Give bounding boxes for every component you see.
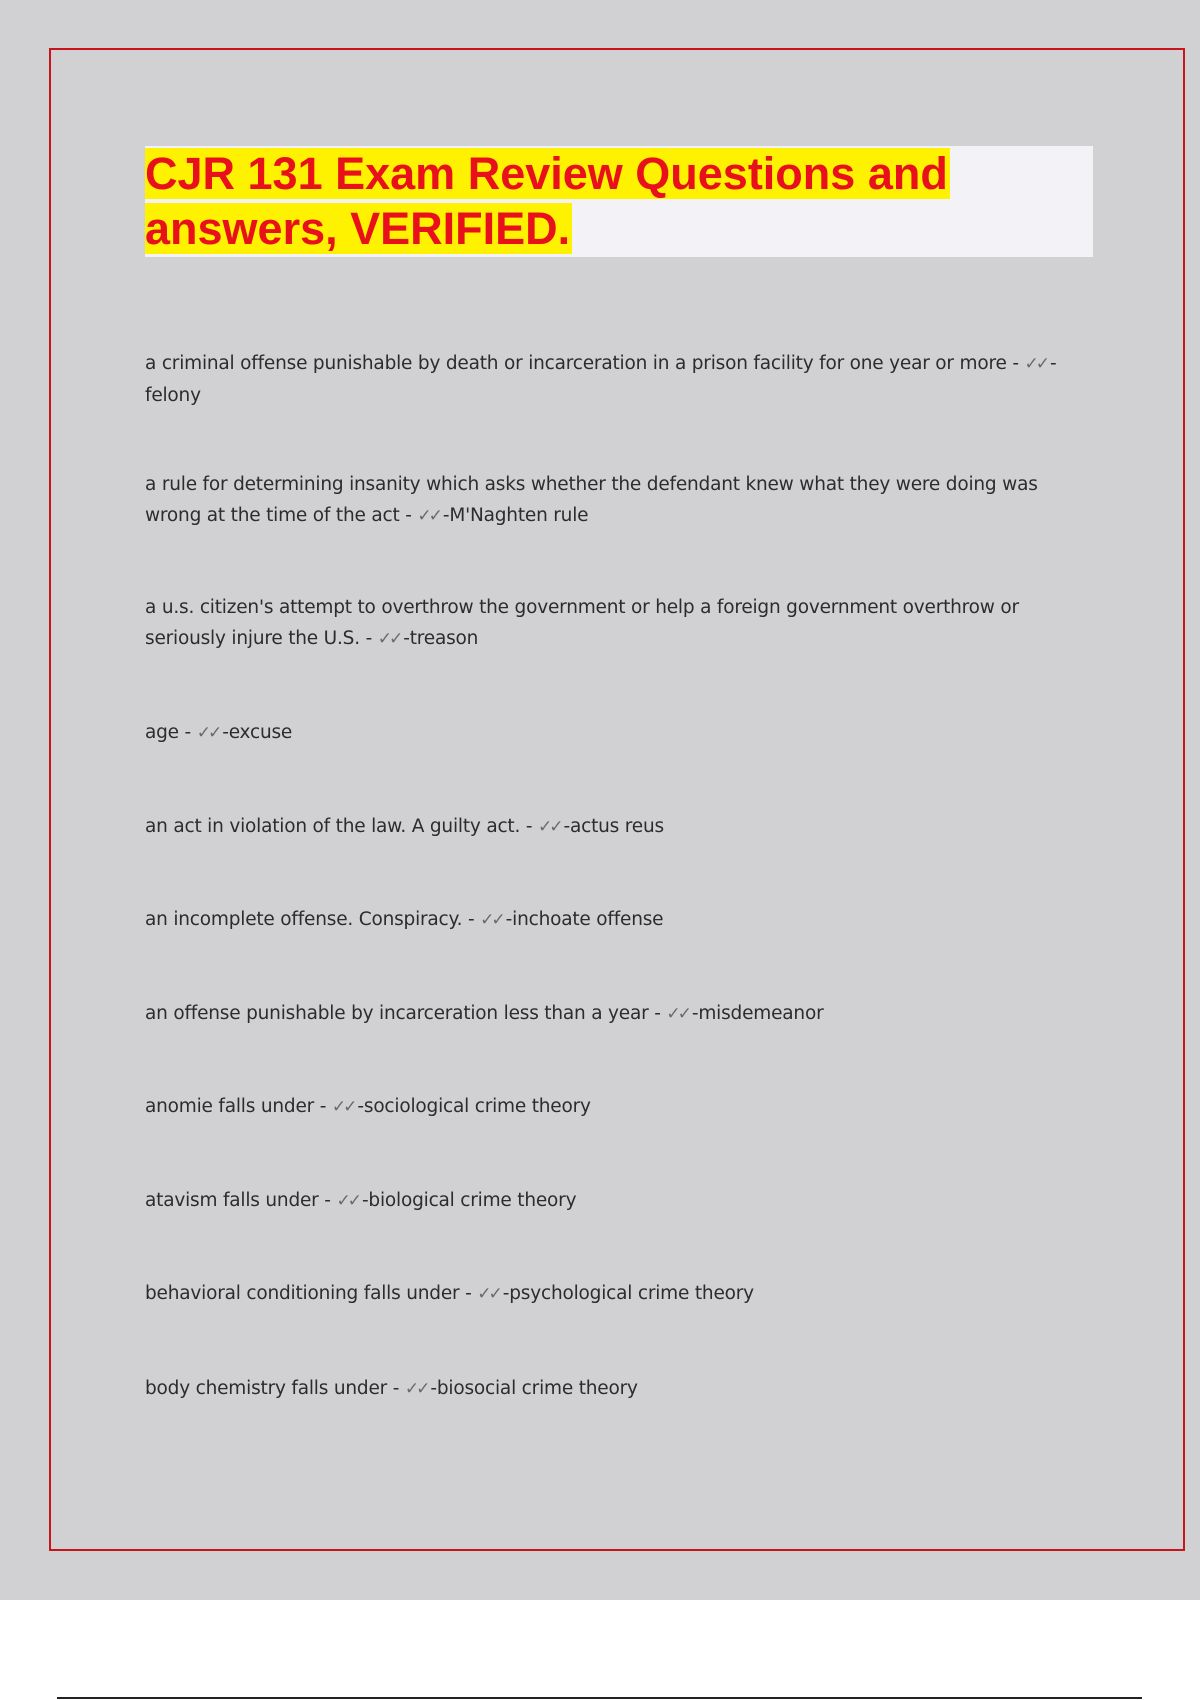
answer-text: sociological crime theory xyxy=(363,1096,591,1117)
answer-text: biological crime theory xyxy=(368,1190,577,1211)
answer-text: misdemeanor xyxy=(698,1003,824,1024)
answer-text: excuse xyxy=(228,722,293,743)
double-check-icon: ✓✓ xyxy=(377,629,401,649)
page-border xyxy=(49,48,1185,1551)
question-text: anomie falls under xyxy=(145,1096,315,1117)
qa-item-11: body chemistry falls under - ✓✓ -biosocial crime theory xyxy=(145,1378,638,1399)
question-text: body chemistry falls under xyxy=(145,1378,388,1399)
document-title xyxy=(145,146,1045,256)
question-text: a rule for determining insanity which asks whether the defendant knew what they were doing was wrong at the time of the act xyxy=(145,474,1038,526)
footer-rule xyxy=(57,1697,1142,1699)
title-line-1: CJR 131 Exam Review Questions and xyxy=(145,148,948,199)
answer-text: felony xyxy=(145,385,201,406)
double-check-icon: ✓✓ xyxy=(196,723,220,743)
answer-text: psychological crime theory xyxy=(509,1283,754,1304)
question-text: an incomplete offense. Conspiracy. xyxy=(145,909,463,930)
qa-item-7: an offense punishable by incarceration less than a year - ✓✓ -misdemeanor xyxy=(145,1003,824,1024)
double-check-icon: ✓✓ xyxy=(404,1379,428,1399)
answer-text: inchoate offense xyxy=(512,909,664,930)
double-check-icon: ✓✓ xyxy=(336,1191,359,1211)
double-check-icon: ✓✓ xyxy=(417,506,440,526)
question-text: an act in violation of the law. A guilty act. xyxy=(145,816,521,837)
qa-item-8: anomie falls under - ✓✓ -sociological crime theory xyxy=(145,1096,591,1117)
qa-item-1: a criminal offense punishable by death or incarceration in a prison facility for one year or more - ✓✓ -felony xyxy=(145,353,1057,406)
answer-text: treason xyxy=(409,628,479,649)
question-text: an offense punishable by incarceration less than a year xyxy=(145,1003,649,1024)
double-check-icon: ✓✓ xyxy=(666,1004,689,1024)
double-check-icon: ✓✓ xyxy=(480,910,503,930)
qa-item-10: behavioral conditioning falls under - ✓✓ -psychological crime theory xyxy=(145,1283,754,1304)
qa-item-9: atavism falls under - ✓✓ -biological crime theory xyxy=(145,1190,577,1211)
double-check-icon: ✓✓ xyxy=(538,817,561,837)
qa-item-6: an incomplete offense. Conspiracy. - ✓✓ -inchoate offense xyxy=(145,909,664,930)
answer-text: actus reus xyxy=(570,816,664,837)
double-check-icon: ✓✓ xyxy=(1024,354,1047,374)
title-line-2: answers, VERIFIED. xyxy=(145,203,571,254)
question-text: a u.s. citizen's attempt to overthrow the government or help a foreign government overthrow or seriously injure the U.S. xyxy=(145,597,1019,649)
question-text: behavioral conditioning falls under xyxy=(145,1283,460,1304)
question-text: age xyxy=(145,722,179,743)
double-check-icon: ✓✓ xyxy=(477,1284,500,1304)
qa-item-2: a rule for determining insanity which asks whether the defendant knew what they were doing was wrong at the time of the act - ✓✓ -M'Naghten rule xyxy=(145,474,1038,526)
question-text: a criminal offense punishable by death or incarceration in a prison facility for one year or more xyxy=(145,353,1007,374)
answer-text: biosocial crime theory xyxy=(436,1378,638,1399)
qa-item-3: a u.s. citizen's attempt to overthrow the government or help a foreign government overthrow or seriously injure the U.S. - ✓✓ -treason xyxy=(145,597,1019,649)
answer-text: M'Naghten rule xyxy=(449,505,589,526)
double-check-icon: ✓✓ xyxy=(331,1097,355,1117)
qa-item-4: age - ✓✓ -excuse xyxy=(145,722,293,743)
qa-item-5: an act in violation of the law. A guilty act. - ✓✓ -actus reus xyxy=(145,816,664,837)
question-text: atavism falls under xyxy=(145,1190,319,1211)
